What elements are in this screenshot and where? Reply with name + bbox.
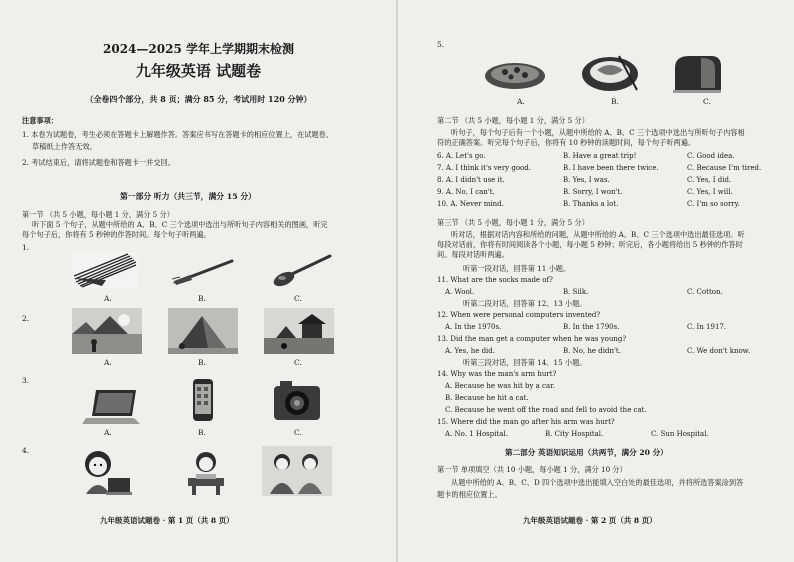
q10-option-a: 10. A. Never mind. [437,200,504,208]
salad-picture [483,52,547,92]
q6-option-c: C. Good idea. [687,152,735,160]
q11-option-b: B. Silk. [563,288,589,296]
q6-option-a: 6. A. Let's go. [437,152,486,160]
section3-instr-b: 每段对话前，你将有时间阅读各个小题，每小题 5 秒钟；听完后，各小题将给出 5 秒钟的作答时 [437,240,743,249]
part2-heading: 第二部分 英语知识运用（共两节，满分 20 分） [505,448,668,457]
q7-option-a: 7. A. I think it's very good. [437,164,531,172]
bread-picture [671,52,723,94]
note-2: 2. 考试结束后，请将试题卷和答题卡一并交回。 [22,158,175,167]
exam-meta: （全卷四个部分，共 8 页；满分 85 分，考试用时 120 分钟） [85,94,312,104]
q8-option-c: C. Yes, I did. [687,176,732,184]
q15-option-a: A. No. 1 Hospital. [445,430,508,438]
note-1a: 1. 本卷为试题卷，考生必须在答题卡上解题作答。答案应书写在答题卡的相应位置上，在试题卷、 [22,130,334,139]
section1-instr-b: 每个句子后，你将有 5 秒钟的作答时间。每个句子听两遍。 [22,230,211,239]
q4-number: 4. [22,446,30,455]
chopsticks-picture [72,252,138,288]
q10-option-b: B. Thanks a lot. [563,200,619,208]
q11-option-a: A. Wool. [445,288,475,296]
q5-number: 5. [437,40,445,49]
fork-picture [170,255,236,287]
section1-instr-a: 听下面 5 个句子，从题中所给的 A、B、C 三个选项中选出与所听句子内容相关的图画，听完 [32,220,328,229]
q5-option-c: C. [703,97,711,106]
q14-option-b: B. Because he hit a cat. [445,394,529,402]
q13-option-c: C. We don't know. [687,347,751,355]
q15-option-b: B. City Hospital. [545,430,604,438]
q6-option-b: B. Have a great trip! [563,152,637,160]
q3-number: 3. [22,376,30,385]
q8-option-b: B. Yes, I was. [563,176,610,184]
page1-footer: 九年级英语试题卷 · 第 1 页（共 8 页） [100,516,234,525]
spoon-picture [268,252,334,288]
q11-option-c: C. Cotton. [687,288,723,296]
q9-option-b: B. Sorry, I won't. [563,188,623,196]
section3-instr-c: 间。每段对话听两遍。 [437,250,509,259]
q11-question: 11. What are the socks made of? [437,276,553,284]
section2-instr-a: 听句子，每个句子后有一个小题，从题中所给的 A、B、C 三个选项中选出与所听句子内容相 [451,128,745,137]
q12-option-b: B. In the 1790s. [563,323,620,331]
part2-section1-instr-a: 从题中所给的 A、B、C、D 四个选项中选出能填入空白处的最佳选项，并将所选答案涂到答 [451,478,744,487]
q1-option-b: B. [198,294,206,303]
q1-option-a: A. [104,294,112,303]
laptop-picture [82,386,142,428]
kids-talking-picture [262,446,332,496]
q13-option-a: A. Yes, he did. [445,347,496,355]
section2-heading: 第二节 （共 5 小题，每小题 1 分，满分 5 分） [437,116,589,125]
dialogue1-note: 听第一段对话，回答第 11 小题。 [463,264,571,273]
section3-instr-a: 听对话，根据对话内容和所给的问题，从题中所给的 A、B、C 三个选项中选出最佳选项。听 [451,230,745,239]
q8-option-a: 8. A. I didn't use it. [437,176,505,184]
q13-question: 13. Did the man get a computer when he was young? [437,335,627,343]
q1-option-c: C. [294,294,302,303]
subject-title: 九年级英语 试题卷 [135,62,262,80]
q7-option-c: C. Because I'm tired. [687,164,762,172]
section3-heading: 第三节 （共 5 小题，每小题 1 分，满分 5 分） [437,218,589,227]
scene-pyramid-picture [168,308,238,354]
q1-number: 1. [22,243,30,252]
dialogue2-note: 听第二段对话，回答第 12、13 小题。 [463,299,587,308]
q13-option-b: B. No, he didn't. [563,347,621,355]
scene-temple-picture [264,308,334,354]
camera-picture [272,378,322,422]
q3-option-a: A. [104,428,112,437]
girl-reading-picture [178,448,234,496]
section1-heading: 第一节 （共 5 小题，每小题 1 分，满分 5 分） [22,210,174,219]
q14-option-c: C. Because he went off the road and fell to avoid the cat. [445,406,647,414]
q2-option-a: A. [104,358,112,367]
q5-option-b: B. [611,97,619,106]
noodles-picture [579,50,641,94]
q5-option-a: A. [517,97,525,106]
page-2 [397,0,794,562]
exam-title: 2024—2025 学年上学期期末检测 [103,42,294,56]
q14-question: 14. Why was the man's arm hurt? [437,370,557,378]
q12-question: 12. When were personal computers invented? [437,311,601,319]
q15-option-c: C. Sun Hospital. [651,430,709,438]
q9-option-a: 9. A. No, I can't. [437,188,495,196]
q3-option-c: C. [294,428,302,437]
section2-instr-b: 符的正确答案。听完每个句子后，你将有 10 秒钟的读题时间，每个句子听两遍。 [437,138,696,147]
q2-option-b: B. [198,358,206,367]
q7-option-b: B. I have been there twice. [563,164,659,172]
q2-option-c: C. [294,358,302,367]
part2-section1-instr-b: 题卡的相应位置上。 [437,490,502,499]
q15-question: 15. Where did the man go after his arm was hurt? [437,418,615,426]
part1-heading: 第一部分 听力（共三节，满分 15 分） [120,192,256,201]
q9-option-c: C. Yes, I will. [687,188,733,196]
q12-option-a: A. In the 1970s. [445,323,502,331]
q3-option-b: B. [198,428,206,437]
part2-section1-heading: 第一节 单项填空（共 10 小题，每小题 1 分，满分 10 分） [437,465,627,474]
notes-heading: 注意事项： [22,116,58,125]
page2-footer: 九年级英语试题卷 · 第 2 页（共 8 页） [523,516,657,525]
phone-picture [192,378,214,422]
q14-option-a: A. Because he was hit by a car. [445,382,555,390]
note-1b: 草稿纸上作答无效。 [32,142,97,151]
scene-lake-picture [72,308,142,354]
girl-laptop-picture [72,448,140,496]
dialogue3-note: 听第三段对话，回答第 14、15 小题。 [463,358,587,367]
q10-option-c: C. I'm so sorry. [687,200,740,208]
q2-number: 2. [22,314,30,323]
q12-option-c: C. In 1917. [687,323,727,331]
